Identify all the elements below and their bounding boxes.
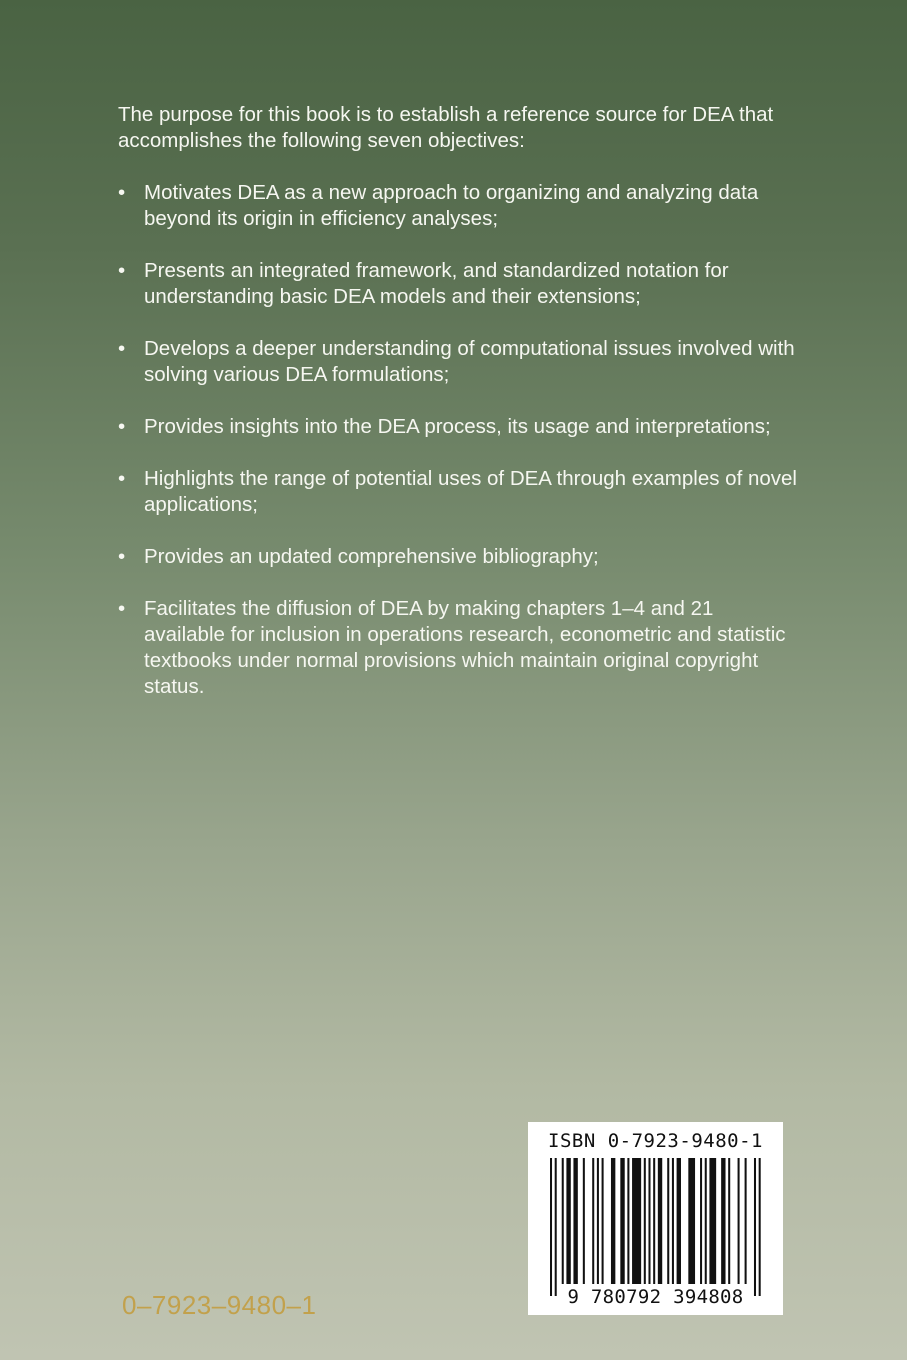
isbn-printed: 0–7923–9480–1 [122, 1290, 317, 1320]
list-item [118, 180, 798, 232]
objective-text: Provides an updated comprehensive bibliography; [144, 545, 599, 568]
barcode-bar [573, 1158, 577, 1284]
barcode [528, 1122, 783, 1315]
bullet-icon: • [118, 259, 126, 282]
barcode-bar [583, 1158, 585, 1284]
barcode-bar [667, 1158, 669, 1284]
barcode-bar [728, 1158, 730, 1284]
objective-text: Develops a deeper understanding of computational issues involved with solving various DEA formulations; [144, 337, 795, 386]
bullet-icon: • [118, 337, 126, 360]
list-item [118, 414, 798, 440]
barcode-bar [632, 1158, 641, 1284]
barcode-bar [721, 1158, 725, 1284]
objectives-list [118, 180, 798, 700]
bullet-icon: • [118, 181, 126, 204]
objective-text: Highlights the range of potential uses of DEA through examples of novel applications; [144, 467, 797, 516]
barcode-bar [602, 1158, 604, 1284]
barcode-bar [688, 1158, 695, 1284]
barcode-bar [672, 1158, 674, 1284]
barcode-bar [677, 1158, 681, 1284]
barcode-bar [611, 1158, 615, 1284]
blurb [118, 102, 798, 726]
barcode-bar [550, 1158, 552, 1296]
list-item [118, 596, 798, 700]
barcode-digits: 9 780792 394808 [567, 1286, 744, 1308]
barcode-isbn-label: ISBN 0-7923-9480-1 [548, 1130, 763, 1152]
barcode-bar [592, 1158, 594, 1284]
bullet-icon: • [118, 467, 126, 490]
barcode-bar [648, 1158, 650, 1284]
objective-text: Motivates DEA as a new approach to organizing and analyzing data beyond its origin in efficiency analyses; [144, 181, 759, 230]
barcode-bar [653, 1158, 655, 1284]
barcode-bar [759, 1158, 761, 1296]
objective-text: Facilitates the diffusion of DEA by making chapters 1–4 and 21 available for inclusion in operations research, econometric and statistic textbooks under normal provisions which maintain original copyright status. [144, 597, 786, 698]
barcode-bar [738, 1158, 740, 1284]
barcode-bar [627, 1158, 629, 1284]
list-item [118, 258, 798, 310]
barcode-bar [644, 1158, 646, 1284]
barcode-bar [562, 1158, 564, 1284]
objective-text: Provides insights into the DEA process, its usage and interpretations; [144, 415, 771, 438]
barcode-bar [658, 1158, 662, 1284]
objective-text: Presents an integrated framework, and standardized notation for understanding basic DEA models and their extensions; [144, 259, 729, 308]
bullet-icon: • [118, 415, 126, 438]
barcode-bar [754, 1158, 756, 1296]
bullet-icon: • [118, 597, 126, 620]
list-item [118, 544, 798, 570]
list-item [118, 336, 798, 388]
barcode-bar [555, 1158, 557, 1296]
list-item [118, 466, 798, 518]
barcode-bar [745, 1158, 747, 1284]
bullet-icon: • [118, 545, 126, 568]
barcode-bar [709, 1158, 716, 1284]
intro-paragraph: The purpose for this book is to establish a reference source for DEA that accomplishes the following seven objectives: [118, 103, 774, 152]
barcode-bar [705, 1158, 707, 1284]
barcode-bar [566, 1158, 570, 1284]
barcode-bar [700, 1158, 702, 1284]
barcode-bar [620, 1158, 624, 1284]
barcode-bar [597, 1158, 599, 1284]
